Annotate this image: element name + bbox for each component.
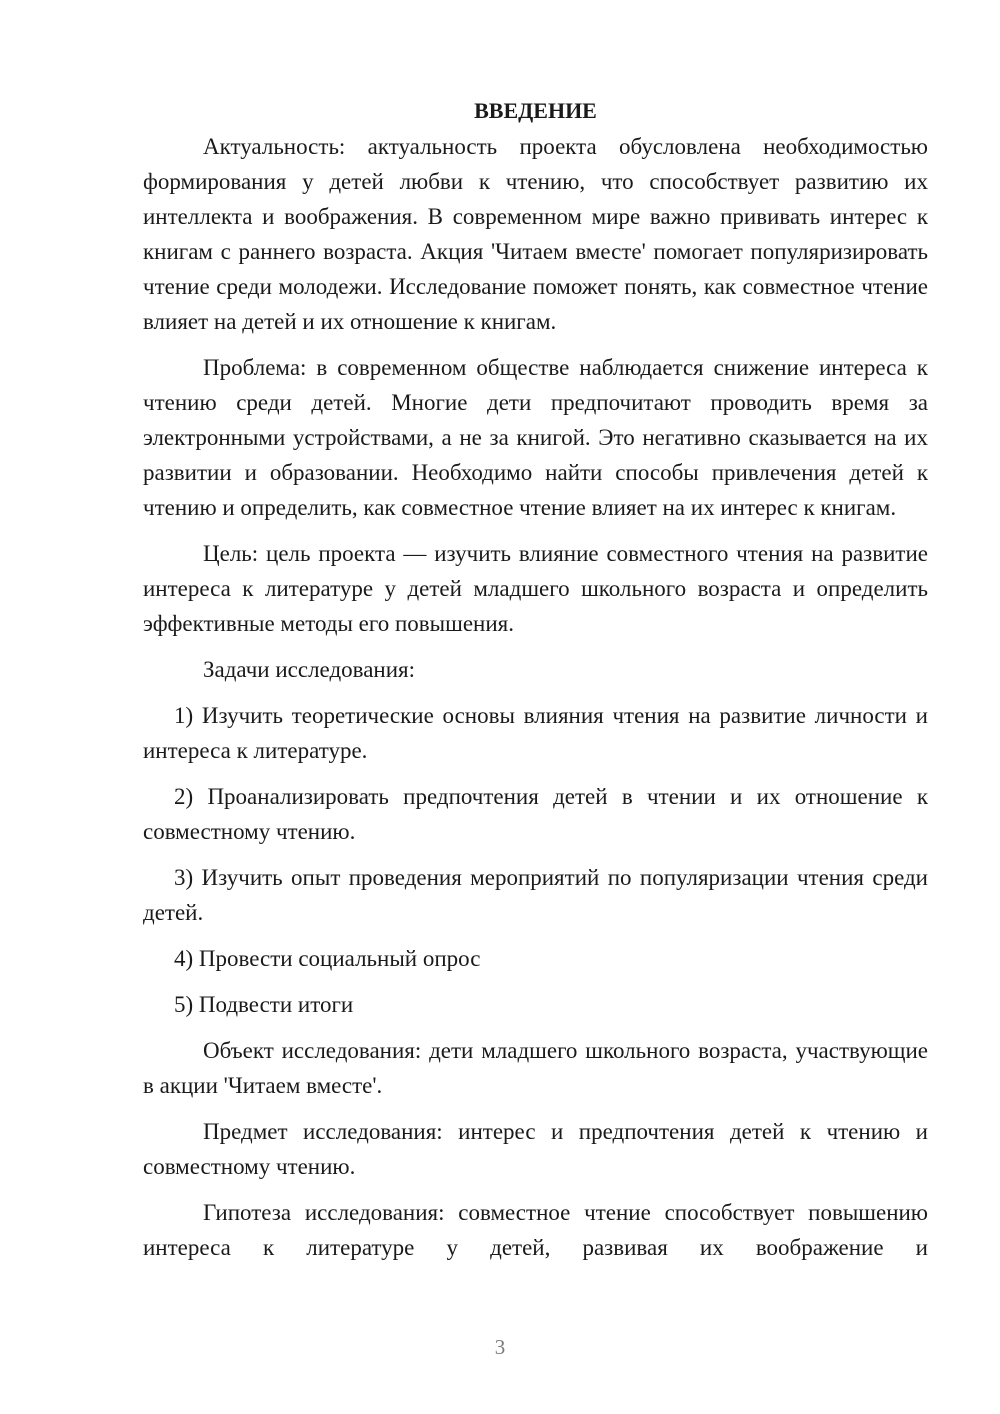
object-paragraph: Объект исследования: дети младшего школьного возраста, участвующие в акции 'Читаем вместе'. [143, 1038, 928, 1098]
task-item: 5) Подвести итоги [174, 992, 354, 1017]
task-item: 4) Провести социальный опрос [174, 946, 481, 971]
task-item: 2) Проанализировать предпочтения детей в чтении и их отношение к совместному чтению. [143, 784, 928, 844]
goal-paragraph: Цель: цель проекта — изучить влияние совместного чтения на развитие интереса к литературе у детей младшего школьного возраста и определить эффективные методы его повышения. [143, 541, 928, 636]
page-content [143, 93, 928, 1276]
section-title: ВВЕДЕНИЕ [474, 98, 597, 123]
task-item: 3) Изучить опыт проведения мероприятий по популяризации чтения среди детей. [143, 865, 928, 925]
problem-paragraph: Проблема: в современном обществе наблюдается снижение интереса к чтению среди детей. Многие дети предпочитают проводить время за электронными устройствами, а не за книгой. Это негативно сказывается на их развитии и образовании. Необходимо найти способы привлечения детей к чтению и определить, как совместное чтение влияет на их интерес к книгам. [143, 355, 928, 520]
tasks-heading: Задачи исследования: [203, 657, 416, 682]
page-number: 3 [494, 1335, 506, 1359]
hypothesis-paragraph: Гипотеза исследования: совместное чтение способствует повышению интереса к литературе у детей, развивая их воображение и [143, 1200, 928, 1260]
subject-paragraph: Предмет исследования: интерес и предпочтения детей к чтению и совместному чтению. [143, 1119, 928, 1179]
relevance-paragraph: Актуальность: актуальность проекта обусловлена необходимостью формирования у детей любви к чтению, что способствует развитию их интеллекта и воображения. В современном мире важно прививать интерес к книгам с раннего возраста. Акция 'Читаем вместе' помогает популяризировать чтение среди молодежи. Исследование поможет понять, как совместное чтение влияет на детей и их отношение к книгам. [143, 134, 928, 334]
task-item: 1) Изучить теоретические основы влияния чтения на развитие личности и интереса к литературе. [143, 703, 928, 763]
